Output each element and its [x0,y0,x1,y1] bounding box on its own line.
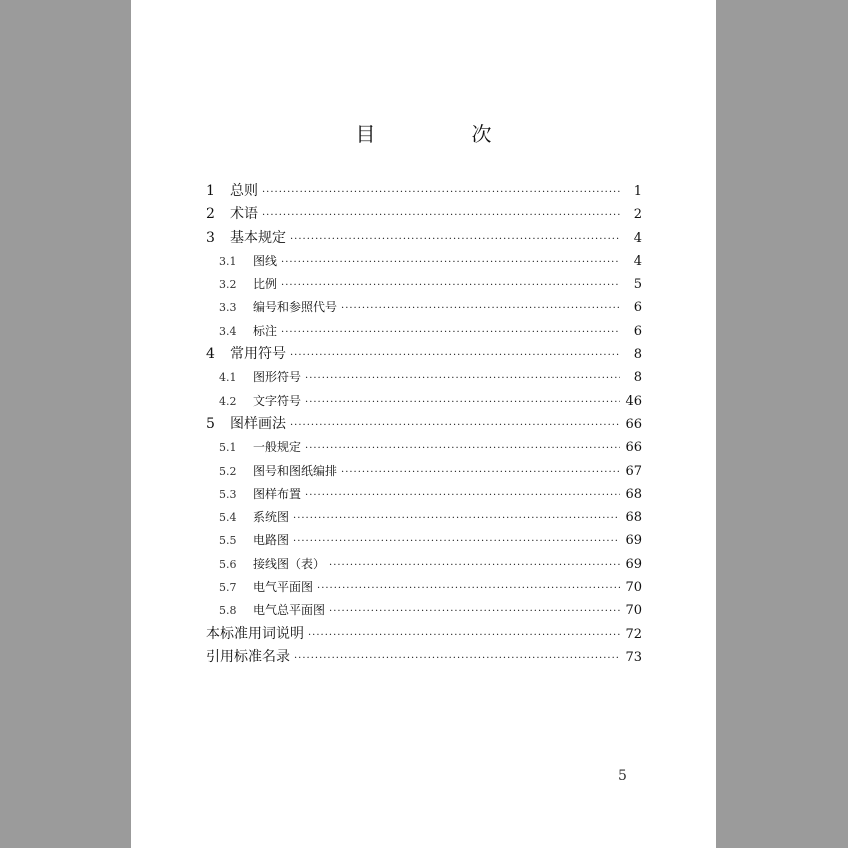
toc-entry-number: 2 [206,206,215,223]
toc-entry[interactable] [206,366,642,389]
dot-leader [290,344,620,367]
toc-entry[interactable] [206,320,642,343]
dot-leader [329,600,620,623]
toc-entry[interactable] [206,203,642,226]
toc-entry-page: 5 [633,277,642,293]
toc-entry-label: 系统图 [253,510,290,525]
dot-leader [308,624,620,647]
toc-entry[interactable] [206,413,642,436]
toc-entry-number: 5.5 [219,534,237,548]
dot-leader [290,414,620,437]
toc-entry-label: 标注 [253,323,278,338]
dot-leader [305,391,620,414]
toc-entry-page: 69 [625,556,642,572]
toc-entry-label: 总则 [230,183,258,199]
toc-entry-page: 4 [633,230,642,246]
toc-entry[interactable] [206,436,642,459]
toc-entry-number: 3.1 [219,254,237,268]
toc-entry-label: 电路图 [253,533,290,548]
toc-entry[interactable] [206,506,642,529]
toc-entry-page: 72 [625,626,642,642]
toc-entry-number: 4.1 [219,371,237,385]
dot-leader [305,484,620,507]
toc-entry[interactable] [206,273,642,296]
toc-entry[interactable] [206,296,642,319]
toc-entry-label: 电气平面图 [253,580,314,595]
toc-entry-page: 66 [625,416,642,432]
toc-entry-label: 本标准用词说明 [206,625,304,642]
dot-leader [281,274,620,297]
toc-entry-page: 69 [625,533,642,549]
page-number: 5 [618,768,627,784]
toc-entry-number: 5.4 [219,511,237,525]
toc-entry[interactable] [206,227,642,250]
page-title: 目 次 [355,122,530,146]
toc-entry-number: 5.3 [219,487,237,501]
toc-entry-number: 1 [206,183,215,199]
toc-entry-label: 文字符号 [253,393,302,408]
dot-leader [293,507,620,530]
toc-entry[interactable] [206,529,642,552]
dot-leader [305,437,620,460]
toc-entry-label: 图样画法 [230,415,286,432]
toc-entry[interactable] [206,250,642,273]
toc-entry-number: 5.7 [219,581,237,595]
dot-leader [262,181,620,204]
toc-entry-label: 图号和图纸编排 [253,463,338,478]
toc-entry-page: 68 [625,486,642,502]
toc-entry-page: 46 [625,393,642,409]
toc-entry[interactable] [206,460,642,483]
toc-entry-label: 基本规定 [230,229,286,246]
toc-entry-page: 8 [633,370,642,386]
dot-leader [290,228,620,251]
toc-entry-label: 图线 [253,253,278,268]
toc-entry-number: 5.8 [219,604,237,618]
toc-entry-number: 3.4 [219,324,237,338]
toc-entry-number: 5.6 [219,557,237,571]
toc-entry[interactable] [206,390,642,413]
dot-leader [341,461,620,484]
toc-entry-label: 术语 [230,206,258,223]
toc-entry-label: 一般规定 [253,440,302,455]
toc-entry-page: 2 [633,207,642,223]
dot-leader [341,297,620,320]
toc-entry-number: 4 [206,346,215,363]
toc-entry-number: 3 [206,229,215,246]
dot-leader [262,204,620,227]
toc-entry-page: 68 [625,510,642,526]
dot-leader [281,321,620,344]
dot-leader [305,367,620,390]
toc-entry-page: 6 [633,300,642,316]
toc-entry[interactable] [206,599,642,622]
document-page [131,0,716,848]
dot-leader [329,554,620,577]
toc-entry-number: 4.2 [219,394,237,408]
toc-entry-page: 70 [625,580,642,596]
toc-entry-number: 5.2 [219,464,237,478]
toc-entry[interactable] [206,623,642,646]
toc-entry-label: 图形符号 [253,370,302,385]
toc-entry-number: 5 [206,415,215,432]
toc-entry-label: 常用符号 [230,346,286,363]
toc-entry-page: 67 [625,463,642,479]
toc-entry[interactable] [206,646,642,669]
toc-entry-label: 图样布置 [253,486,302,501]
toc-entry-label: 引用标准名录 [206,648,290,665]
toc-entry-page: 1 [633,184,642,199]
table-of-contents [206,180,642,669]
toc-entry[interactable] [206,180,642,203]
toc-entry-label: 接线图（表） [253,556,326,571]
dot-leader [281,251,620,274]
toc-entry-label: 电气总平面图 [253,603,326,618]
toc-entry-number: 3.2 [219,278,237,292]
toc-entry-label: 比例 [253,277,278,292]
toc-entry-page: 66 [625,440,642,456]
toc-entry-page: 73 [625,649,642,665]
dot-leader [294,647,620,670]
dot-leader [293,530,620,553]
toc-entry-label: 编号和参照代号 [253,300,338,315]
toc-entry-page: 4 [633,253,642,269]
toc-entry-page: 8 [633,347,642,363]
toc-entry[interactable] [206,343,642,366]
dot-leader [317,577,620,600]
toc-entry[interactable] [206,576,642,599]
toc-entry[interactable] [206,553,642,576]
toc-entry-page: 6 [633,323,642,339]
toc-entry-number: 5.1 [219,441,237,455]
toc-entry-page: 70 [625,603,642,619]
toc-entry[interactable] [206,483,642,506]
toc-entry-number: 3.3 [219,301,237,315]
